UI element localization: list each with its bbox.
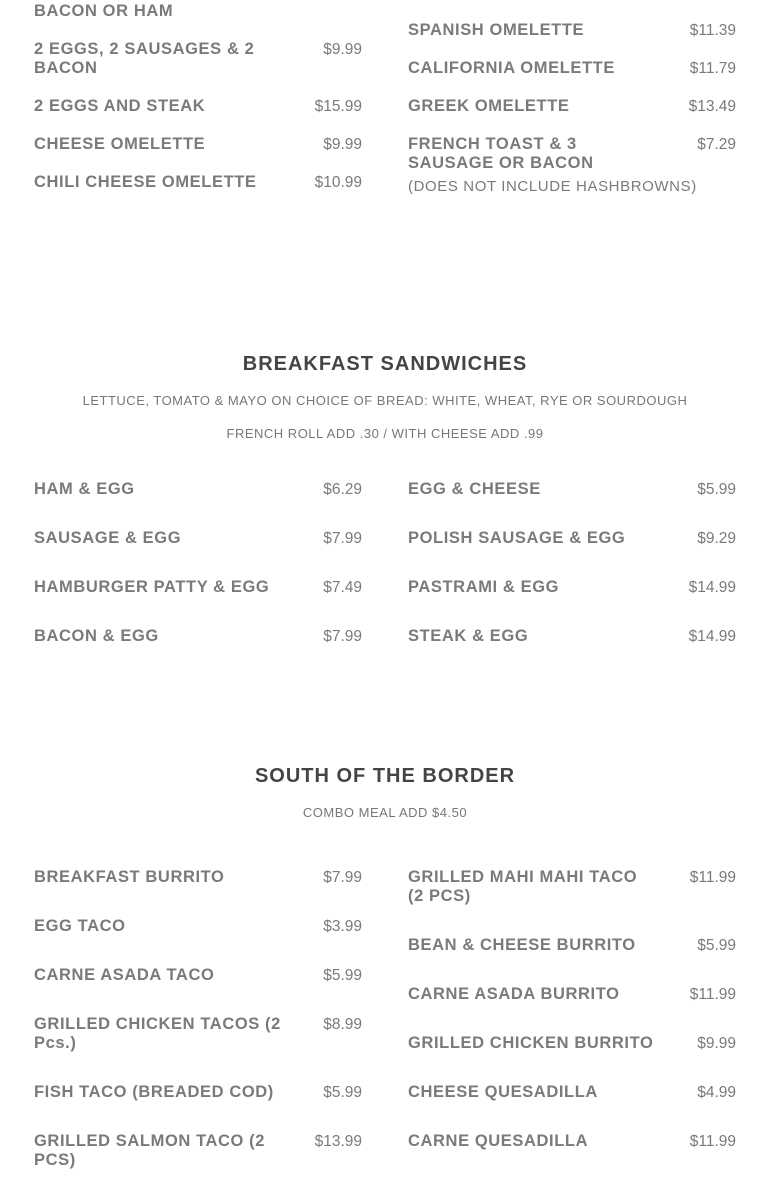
item-name: EGG TACO: [34, 917, 126, 935]
item-price: $7.29: [697, 136, 736, 153]
item-price: $9.99: [697, 1035, 736, 1052]
item-name: FRENCH TOAST & 3 SAUSAGE OR BACON: [408, 135, 594, 172]
menu-item: [34, 97, 362, 116]
omelettes-right-column: [408, 0, 736, 215]
menu-item: [34, 529, 362, 548]
omelettes-left-column: [34, 0, 362, 211]
item-price: $6.29: [323, 481, 362, 498]
menu-item: [408, 1034, 736, 1053]
menu-item: [408, 480, 736, 499]
menu-item: [34, 0, 362, 21]
item-price: $5.99: [697, 481, 736, 498]
section-title: SOUTH OF THE BORDER: [254, 765, 516, 787]
item-price: $11.99: [689, 869, 736, 886]
item-name: PASTRAMI & EGG: [408, 578, 560, 596]
menu-item: [34, 480, 362, 499]
item-name: FISH TACO (BREADED COD): [34, 1083, 274, 1101]
menu-item: [34, 1015, 362, 1053]
breakfast-sandwiches-section: [0, 353, 770, 713]
item-price: $7.49: [323, 579, 362, 596]
menu-item: [408, 135, 736, 196]
item-name: STEAK & EGG: [408, 627, 529, 645]
item-name: CHEESE OMELETTE: [34, 135, 206, 153]
item-price: $11.99: [689, 1133, 736, 1150]
menu-item: [408, 21, 736, 40]
item-name: CARNE QUESADILLA: [408, 1132, 589, 1150]
south-right-column: [408, 868, 736, 1181]
menu-item: [408, 985, 736, 1004]
item-price: $14.99: [688, 628, 736, 645]
menu-item: [408, 529, 736, 548]
menu-item: [34, 1083, 362, 1102]
menu-item: [408, 578, 736, 597]
item-price: $11.79: [689, 60, 736, 77]
menu-item: [34, 135, 362, 154]
item-name: GRILLED CHICKEN TACOS (2 Pcs.): [34, 1015, 281, 1052]
section-note: FRENCH ROLL ADD .30 / WITH CHEESE ADD .99: [226, 426, 544, 441]
section-note: COMBO MEAL ADD $4.50: [302, 805, 468, 820]
item-name: BACON & EGG: [34, 627, 159, 645]
menu-item: [408, 1083, 736, 1102]
item-price: $5.99: [697, 937, 736, 954]
menu-item: [34, 173, 362, 192]
item-price: $11.39: [689, 22, 736, 39]
item-name: BEAN & CHEESE BURRITO: [408, 936, 636, 954]
item-name: SPANISH OMELETTE: [408, 21, 585, 39]
menu-item: [34, 40, 362, 78]
menu-item: [408, 627, 736, 646]
section-title: BREAKFAST SANDWICHES: [242, 353, 528, 375]
item-name: BACON OR HAM: [34, 2, 174, 20]
item-name: CARNE ASADA BURRITO: [408, 985, 620, 1003]
item-price: $15.99: [314, 98, 362, 115]
item-name: EGG & CHEESE: [408, 480, 541, 498]
section-note: LETTUCE, TOMATO & MAYO ON CHOICE OF BREAD: WHITE, WHEAT, RYE OR SOURDOUGH: [82, 393, 688, 408]
menu-item: [34, 917, 362, 936]
item-name: GRILLED MAHI MAHI TACO (2 PCS): [408, 868, 638, 905]
menu-item: [34, 1132, 362, 1170]
item-price: $9.29: [697, 530, 736, 547]
item-name: GREEK OMELETTE: [408, 97, 570, 115]
menu-item: [408, 1132, 736, 1151]
item-price: $4.99: [697, 1084, 736, 1101]
item-price: $13.99: [314, 1133, 362, 1150]
south-left-column: [34, 868, 362, 1200]
item-name: 2 EGGS, 2 SAUSAGES & 2 BACON: [34, 40, 255, 77]
item-price: $7.99: [323, 628, 362, 645]
menu-item: [408, 868, 736, 906]
item-name: [408, 0, 658, 2]
item-price: $3.99: [323, 918, 362, 935]
south-of-the-border-section: [0, 765, 770, 1175]
item-name: CALIFORNIA OMELETTE: [408, 59, 615, 77]
item-price: [323, 0, 362, 2]
menu-item: [408, 97, 736, 116]
item-name: 2 EGGS AND STEAK: [34, 97, 206, 115]
item-price: $14.99: [688, 579, 736, 596]
item-note: (DOES NOT INCLUDE HASHBROWNS): [408, 178, 697, 195]
item-name: CHEESE QUESADILLA: [408, 1083, 598, 1101]
menu-item: [408, 936, 736, 955]
sandwiches-right-column: [408, 480, 736, 676]
menu-item: [34, 578, 362, 597]
item-name: HAMBURGER PATTY & EGG: [34, 578, 270, 596]
menu-item: [408, 59, 736, 78]
item-name: HAM & EGG: [34, 480, 135, 498]
item-price: $11.99: [689, 986, 736, 1003]
item-name: CHILI CHEESE OMELETTE: [34, 173, 257, 191]
menu-item: [34, 627, 362, 646]
item-price: $8.99: [323, 1016, 362, 1033]
item-price: $7.99: [323, 869, 362, 886]
item-price: $9.99: [323, 41, 362, 58]
item-price: [689, 0, 736, 2]
menu-item: [408, 0, 736, 2]
item-name: GRILLED SALMON TACO (2 PCS): [34, 1132, 266, 1169]
item-price: $7.99: [323, 530, 362, 547]
item-name: BREAKFAST BURRITO: [34, 868, 225, 886]
item-price: $5.99: [323, 1084, 362, 1101]
item-name: GRILLED CHICKEN BURRITO: [408, 1034, 654, 1052]
item-price: $5.99: [323, 967, 362, 984]
item-name: SAUSAGE & EGG: [34, 529, 182, 547]
item-name: CARNE ASADA TACO: [34, 966, 215, 984]
item-price: $10.99: [314, 174, 362, 191]
omelettes-section: [0, 0, 770, 330]
item-price: $13.49: [688, 98, 736, 115]
item-price: $9.99: [323, 136, 362, 153]
menu-item: [34, 868, 362, 887]
menu-item: [34, 966, 362, 985]
item-name: POLISH SAUSAGE & EGG: [408, 529, 626, 547]
sandwiches-left-column: [34, 480, 362, 676]
